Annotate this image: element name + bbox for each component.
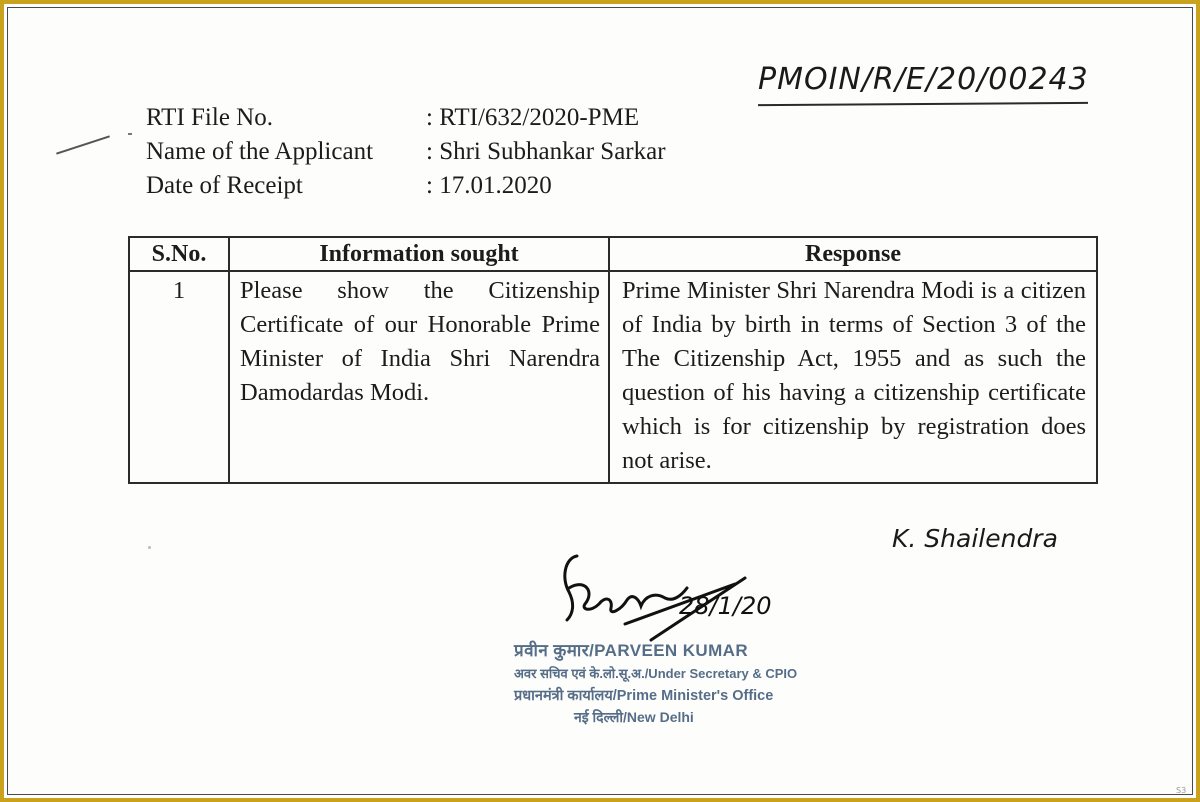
file-details (146, 101, 666, 203)
file-number-value: : RTI/632/2020-PME (426, 104, 640, 131)
official-stamp (514, 638, 834, 727)
page-corner-mark: S3 (1176, 786, 1187, 795)
row-response: Prime Minister Shri Narendra Modi is a citizen of India by birth in terms of Section 3 of the The Citizenship Act, 1955 and as such the question of his having a citizenship certificate which is for citizenship by registration does not arise. (609, 271, 1097, 483)
scan-speck (148, 546, 151, 549)
header-sno: S.No. (129, 237, 229, 271)
handwritten-initials: K. Shailendra (892, 524, 1058, 553)
table-row (129, 271, 1097, 483)
pen-dot-mark (128, 133, 132, 135)
stamp-office: प्रधानमंत्री कार्यालय/Prime Minister's Office (514, 688, 774, 704)
table-header-row (129, 237, 1097, 271)
stamp-city: नई दिल्ली/New Delhi (574, 709, 694, 725)
applicant-label: Name of the Applicant (146, 138, 374, 165)
receipt-date-value: : 17.01.2020 (426, 172, 552, 199)
file-number-label: RTI File No. (146, 104, 273, 131)
rti-response-table (128, 236, 1098, 484)
signature-date: 28/1/20 (679, 592, 772, 620)
row-sno: 1 (129, 271, 229, 483)
receipt-date-row (146, 169, 666, 203)
signature (555, 548, 795, 648)
applicant-row (146, 135, 666, 169)
handwritten-reference-number: PMOIN/R/E/20/00243 (758, 62, 1089, 97)
row-information-sought: Please show the Citizenship Certificate of our Honorable Prime Minister of India Shri Narendra Damodardas Modi. (229, 271, 609, 483)
receipt-date-label: Date of Receipt (146, 172, 303, 199)
stamp-designation: अवर सचिव एवं के.लो.सू.अ./Under Secretary & CPIO (514, 666, 798, 681)
header-response: Response (609, 237, 1097, 271)
file-number-row (146, 101, 666, 135)
applicant-value: : Shri Subhankar Sarkar (426, 138, 666, 165)
stamp-name: प्रवीन कुमार/PARVEEN KUMAR (514, 641, 748, 660)
header-information-sought: Information sought (229, 237, 609, 271)
